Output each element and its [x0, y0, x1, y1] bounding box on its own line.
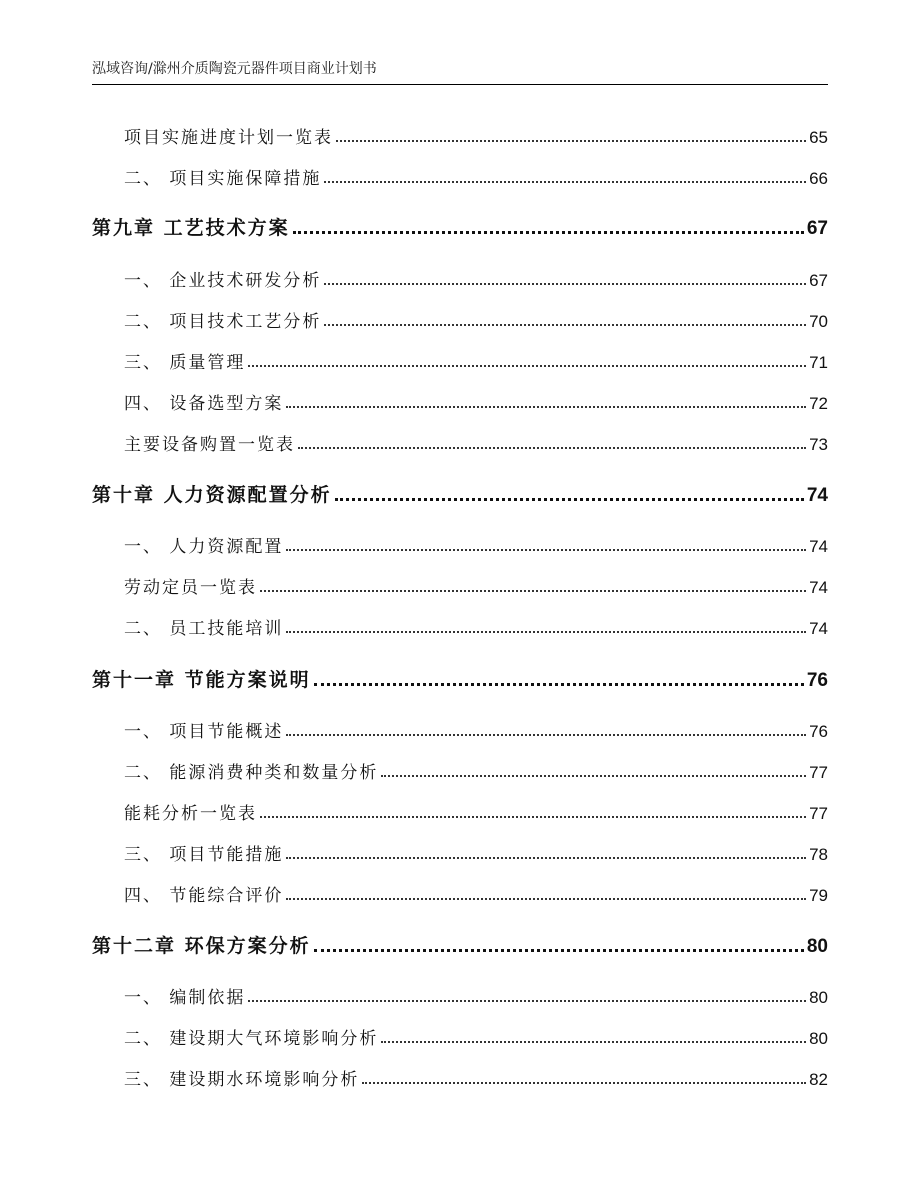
toc-entry-title: 项目实施进度计划一览表	[124, 128, 333, 148]
toc-entry[interactable]	[124, 759, 828, 783]
toc-entry-title: 二、 项目技术工艺分析	[124, 312, 322, 332]
toc-entry-title: 一、 企业技术研发分析	[124, 271, 322, 291]
toc-entry[interactable]	[124, 349, 828, 373]
toc-entry[interactable]	[124, 390, 828, 414]
toc-entry[interactable]	[124, 431, 828, 455]
dot-leader	[336, 140, 806, 142]
toc-entry[interactable]	[124, 267, 828, 291]
toc-entry-title: 一、 编制依据	[124, 988, 246, 1008]
toc-entry-page: 82	[809, 1070, 828, 1089]
toc-entry-page: 77	[809, 804, 828, 823]
toc-entry-title: 一、 人力资源配置	[124, 537, 284, 557]
toc-entry[interactable]	[124, 308, 828, 332]
toc-entry[interactable]	[124, 882, 828, 906]
toc-chapter[interactable]	[92, 932, 828, 958]
toc-entry[interactable]	[124, 718, 828, 742]
toc-entry-page: 71	[809, 353, 828, 372]
toc-entry-page: 77	[809, 763, 828, 782]
toc-entry-page: 72	[809, 394, 828, 413]
dot-leader	[314, 949, 804, 952]
dot-leader	[286, 734, 806, 736]
dot-leader	[286, 857, 806, 859]
dot-leader	[381, 775, 806, 777]
header-rule	[92, 84, 828, 85]
dot-leader	[286, 406, 806, 408]
toc-chapter-page: 76	[806, 670, 828, 691]
toc-chapter-title: 第十章 人力资源配置分析	[92, 484, 332, 506]
dot-leader	[260, 816, 806, 818]
dot-leader	[298, 447, 806, 449]
toc-entry-page: 80	[809, 988, 828, 1007]
toc-entry-title: 一、 项目节能概述	[124, 722, 284, 742]
dot-leader	[286, 898, 806, 900]
dot-leader	[248, 365, 806, 367]
dot-leader	[381, 1041, 806, 1043]
toc-entry-page: 74	[809, 578, 828, 597]
toc-entry-page: 67	[809, 271, 828, 290]
dot-leader	[286, 631, 806, 633]
dot-leader	[324, 283, 806, 285]
toc-chapter-title: 第九章 工艺技术方案	[92, 217, 290, 239]
running-header: 泓域咨询/滁州介质陶瓷元器件项目商业计划书	[92, 61, 377, 77]
toc-entry-title: 三、 质量管理	[124, 353, 246, 373]
toc-entry[interactable]	[124, 841, 828, 865]
toc-entry-page: 73	[809, 435, 828, 454]
toc-entry-title: 二、 员工技能培训	[124, 619, 284, 639]
toc-entry[interactable]	[124, 615, 828, 639]
dot-leader	[362, 1082, 806, 1084]
toc-entry[interactable]	[124, 533, 828, 557]
toc-entry-title: 劳动定员一览表	[124, 578, 257, 598]
toc-entry-title: 能耗分析一览表	[124, 804, 257, 824]
toc-entry-title: 三、 建设期水环境影响分析	[124, 1070, 360, 1090]
toc-entry-title: 四、 节能综合评价	[124, 886, 284, 906]
toc-entry[interactable]	[124, 800, 828, 824]
toc-chapter[interactable]	[92, 666, 828, 692]
toc-entry-page: 65	[809, 128, 828, 147]
dot-leader	[335, 498, 804, 501]
toc-entry[interactable]	[124, 984, 828, 1008]
toc-entry-title: 二、 建设期大气环境影响分析	[124, 1029, 379, 1049]
toc-entry-title: 主要设备购置一览表	[124, 435, 295, 455]
dot-leader	[324, 324, 806, 326]
toc-entry-page: 79	[809, 886, 828, 905]
toc-entry-title: 二、 能源消费种类和数量分析	[124, 763, 379, 783]
toc-chapter-page: 74	[806, 485, 828, 506]
toc-entry-page: 78	[809, 845, 828, 864]
toc-entry-title: 二、 项目实施保障措施	[124, 169, 322, 189]
toc-entry-title: 四、 设备选型方案	[124, 394, 284, 414]
toc-entry-page: 74	[809, 537, 828, 556]
toc-entry-title: 三、 项目节能措施	[124, 845, 284, 865]
dot-leader	[286, 549, 806, 551]
toc-chapter-page: 67	[806, 218, 828, 239]
toc-chapter-page: 80	[806, 936, 828, 957]
dot-leader	[260, 590, 806, 592]
toc-entry[interactable]	[124, 574, 828, 598]
toc-chapter[interactable]	[92, 481, 828, 507]
toc-entry[interactable]	[124, 165, 828, 189]
toc-entry-page: 80	[809, 1029, 828, 1048]
toc-entry-page: 70	[809, 312, 828, 331]
toc-entry-page: 74	[809, 619, 828, 638]
dot-leader	[324, 181, 806, 183]
toc-entry-page: 76	[809, 722, 828, 741]
toc-entry[interactable]	[124, 1066, 828, 1090]
toc-chapter-title: 第十二章 环保方案分析	[92, 935, 311, 957]
toc-entry[interactable]	[124, 124, 828, 148]
toc-chapter-title: 第十一章 节能方案说明	[92, 669, 311, 691]
toc-chapter[interactable]	[92, 214, 828, 240]
toc-entry[interactable]	[124, 1025, 828, 1049]
toc-entry-page: 66	[809, 169, 828, 188]
dot-leader	[248, 1000, 806, 1002]
dot-leader	[314, 683, 804, 686]
dot-leader	[293, 231, 804, 234]
